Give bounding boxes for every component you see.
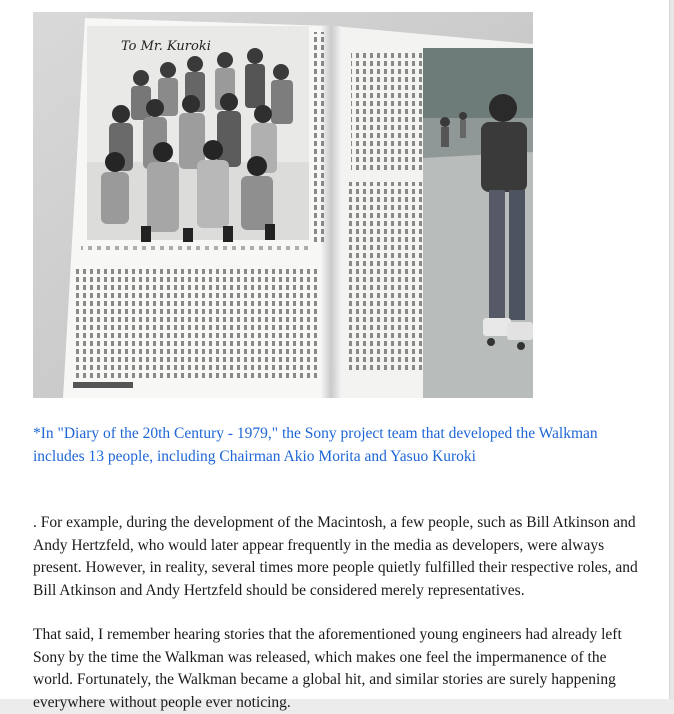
skater-photo [423,48,533,398]
svg-text:To Mr. Kuroki: To Mr. Kuroki [121,39,211,54]
group-photo [87,26,309,242]
article-paragraph-1: . For example, during the development of the Macintosh, a few people, such as Bill Atkinson and Andy Hertzfeld, who would later appear frequently in the media as developers, were always present. However, in reality, several times more people quietly fulfilled their respective roles, and Bill Atkinson and Andy Hertzfeld should be considered merely representatives. [33,514,638,599]
magazine-photo-illustration [33,12,533,398]
figure-caption: *In "Diary of the 20th Century - 1979," the Sony project team that developed the Walkman includes 13 people, including Chairman Akio Morita and Yasuo Kuroki [33,425,598,465]
article-paragraph-2: That said, I remember hearing stories that the aforementioned young engineers had already left Sony by the time the Walkman was released, which makes one feel the impermanence of the world. Fortunately, the Walkman became a global hit, and similar stories are surely happening everywhere without people ever noticing. [33,626,622,711]
scrollbar[interactable] [670,0,674,699]
magazine-photo [33,12,533,398]
